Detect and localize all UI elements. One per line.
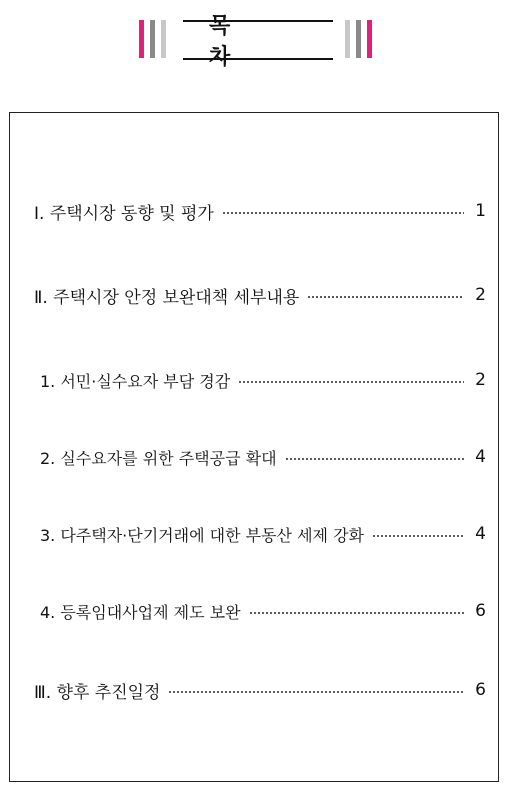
toc-entry-label: Ⅰ. 주택시장 동향 및 평가 (34, 203, 214, 224)
decorative-bar (139, 20, 144, 58)
decorative-bar (367, 20, 372, 58)
page-title: 목 차 (209, 14, 257, 70)
toc-entry-label: 4. 등록임대사업제 제도 보완 (40, 602, 241, 622)
decorative-bar (161, 20, 166, 58)
toc-entry-2-4[interactable] (40, 598, 486, 624)
toc-entry-page: 4 (475, 524, 486, 544)
toc-entry-2-1[interactable] (40, 367, 486, 393)
toc-entry-label: 1. 서민·실수요자 부담 경감 (40, 371, 231, 391)
header (0, 0, 516, 70)
toc-entry-page: 2 (475, 370, 486, 390)
toc-entry-label: 2. 실수요자를 위한 주택공급 확대 (40, 448, 277, 468)
leader-dots (168, 691, 464, 693)
toc-entry-3[interactable] (34, 677, 486, 703)
toc-entry-2[interactable] (34, 282, 486, 308)
leader-dots (285, 458, 464, 460)
toc-entry-page: 6 (475, 680, 486, 700)
leader-dots (249, 612, 464, 614)
toc-entry-label: Ⅲ. 향후 추진일정 (34, 682, 161, 703)
decorative-bar (356, 20, 361, 58)
toc-entry-page: 6 (475, 601, 486, 621)
decorative-bar (150, 20, 155, 58)
toc-entry-label: 3. 다주택자·단기거래에 대한 부동산 세제 강화 (40, 525, 364, 545)
leader-dots (222, 212, 464, 214)
toc-entry-1[interactable] (34, 198, 486, 224)
leader-dots (372, 535, 464, 537)
leader-dots (238, 381, 464, 383)
toc-entry-2-3[interactable] (40, 521, 486, 547)
toc-entry-page: 2 (475, 285, 486, 305)
toc-entry-page: 1 (475, 201, 486, 221)
toc-entry-page: 4 (475, 447, 486, 467)
title-box (183, 14, 333, 70)
decorative-bar (345, 20, 350, 58)
toc-box (9, 112, 499, 782)
toc-entry-label: Ⅱ. 주택시장 안정 보완대책 세부내용 (34, 287, 300, 308)
leader-dots (307, 296, 464, 298)
toc-entry-2-2[interactable] (40, 444, 486, 470)
